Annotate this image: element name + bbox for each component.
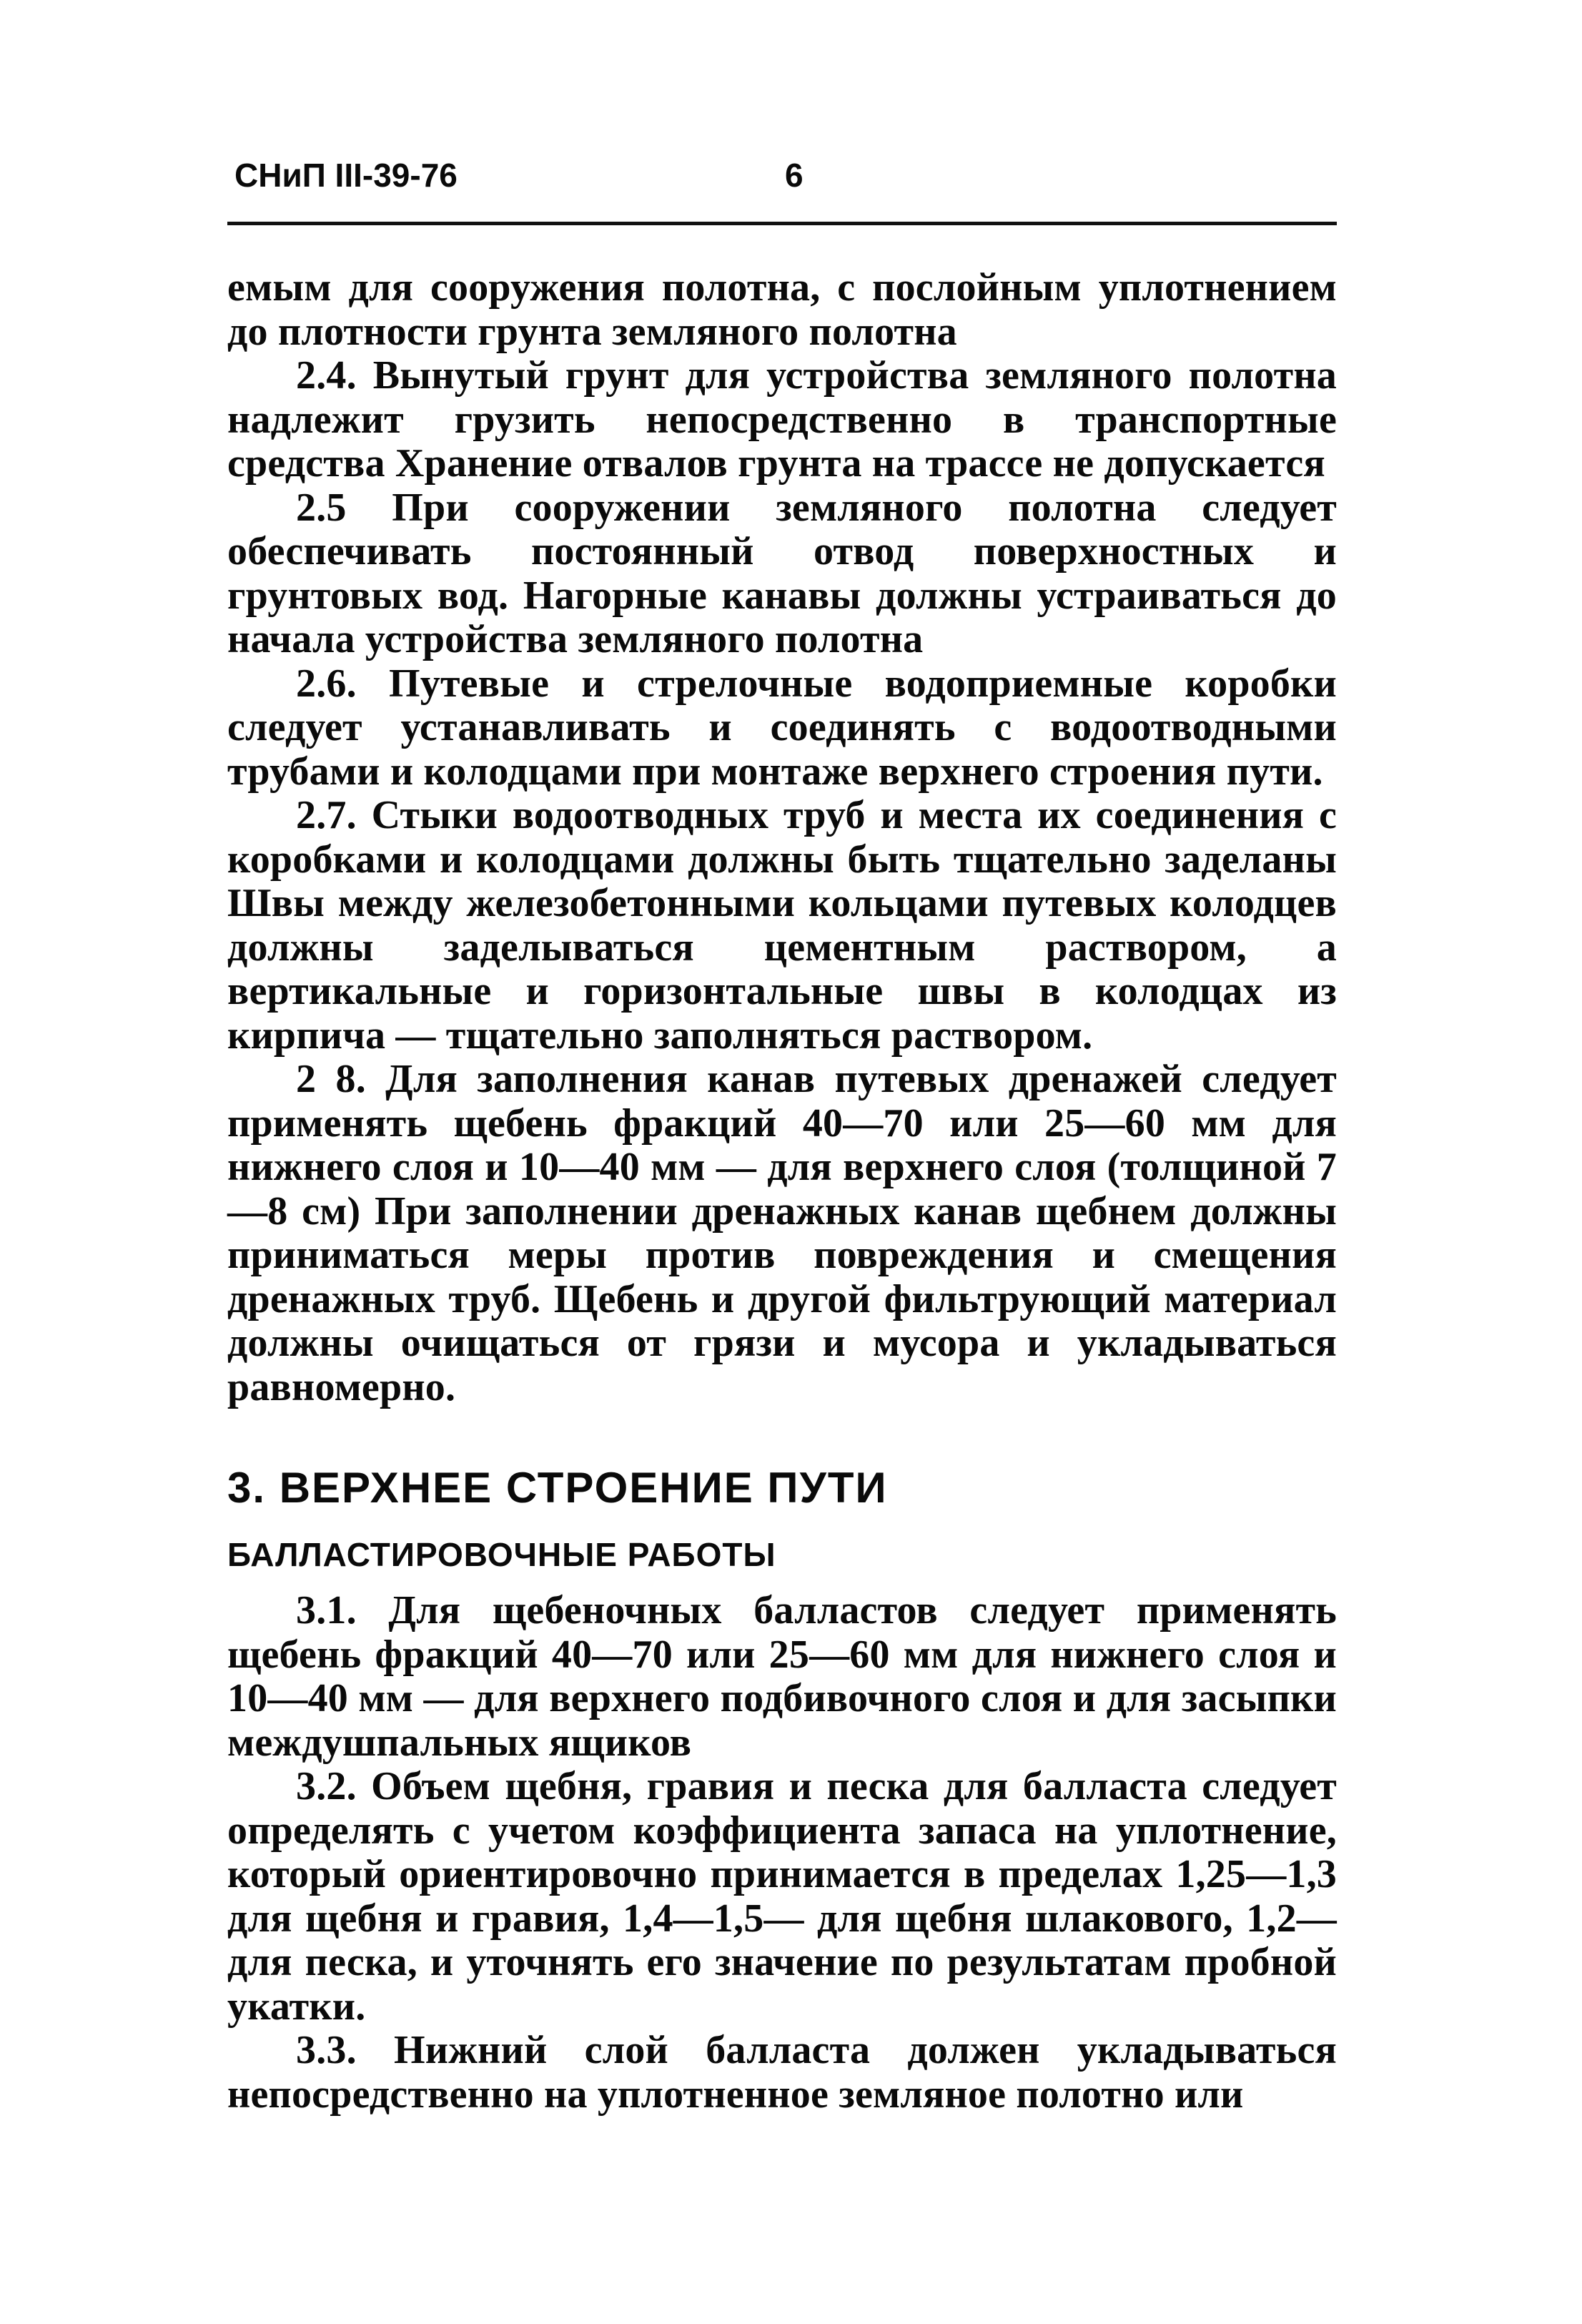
paragraph-2-6: 2.6. Путевые и стрелочные водоприемные коробки следует устанавливать и соединять с водоотводными трубами и колодцами при монтаже верхнего строения пути. [227,661,1337,794]
section-title: 3. ВЕРХНЕЕ СТРОЕНИЕ ПУТИ [227,1464,888,1512]
paragraph-3-1: 3.1. Для щебеночных балластов следует применять щебень фракций 40—70 или 25—60 мм для нижнего слоя и 10—40 мм — для верхнего подбивочного слоя и для засыпки междушпальных ящиков [227,1588,1337,1765]
page-number: 6 [785,157,804,194]
paragraph-2-7: 2.7. Стыки водоотводных труб и места их соединения с коробками и колодцами должны быть тщательно заделаны Швы между железобетонными кольцами путевых колодцев должны заделываться цементным раствором, а вертикальные и горизонтальные швы в колодцах из кирпича — тщательно заполняться раствором. [227,793,1337,1058]
paragraph-2-8: 2 8. Для заполнения канав путевых дренажей следует применять щебень фракций 40—70 или 25—60 мм для нижнего слоя и 10—40 мм — для верхнего слоя (толщиной 7—8 см) При заполнении дренажных канав щебнем должны приниматься меры против повреждения и смещения дренажных труб. Щебень и другой фильтрующий материал должны очищаться от грязи и мусора и укладываться равномерно. [227,1057,1337,1409]
paragraph-2-5: 2.5 При сооружении земляного полотна следует обеспечивать постоянный отвод поверхностных и грунтовых вод. Нагорные канавы должны устраиваться до начала устройства земляного полотна [227,485,1337,661]
paragraph-3-2: 3.2. Объем щебня, гравия и песка для балласта следует определять с учетом коэффициента запаса на уплотнение, который ориентировочно принимается в пределах 1,25—1,3 для щебня и гравия, 1,4—1,5— для щебня шлакового, 1,2— для песка, и уточнять его значение по результатам пробной укатки. [227,1764,1337,2029]
paragraph-continuation: емым для сооружения полотна, с послойным уплотнением до плотности грунта земляного полотна [227,265,1337,354]
subsection-title: БАЛЛАСТИРОВОЧНЫЕ РАБОТЫ [227,1536,776,1573]
document-code: СНиП III-39-76 [234,157,458,194]
paragraph-2-4: 2.4. Вынутый грунт для устройства земляного полотна надлежит грузить непосредственно в транспортные средства Хранение отвалов грунта на трассе не допускается [227,353,1337,486]
header-rule [227,222,1337,225]
page-header [234,156,1333,203]
paragraph-3-3: 3.3. Нижний слой балласта должен укладываться непосредственно на уплотненное земляное полотно или [227,2028,1337,2117]
page-body [227,266,1337,2117]
